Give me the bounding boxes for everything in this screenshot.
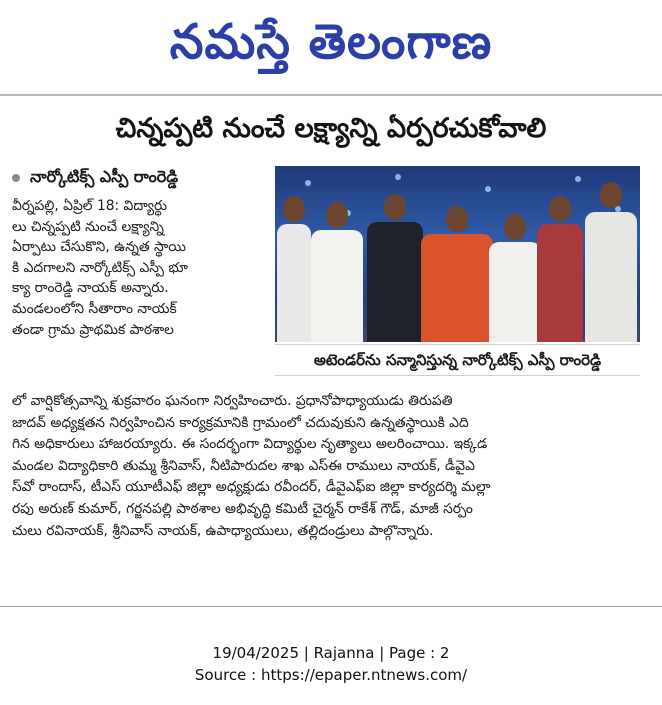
text-line: కి ఎదగాలని నార్కోటిక్స్ ఎస్పీ భూ — [12, 259, 188, 276]
article-photo — [275, 166, 640, 342]
text-line: చులు రవినాయక్, శ్రీనివాస్ నాయక్, ఉపాధ్యాయులు, తల్లిదండ్రులు పాల్గొన్నారు. — [12, 522, 434, 539]
masthead: నమస్తే తెలంగాణ — [169, 14, 493, 70]
text-line: స్‌వో రాందాస్, టీఎస్ యూటీఎఫ్ జిల్లా అధ్యక్షుడు రవీందర్, డీవైఎఫ్ఐ జిల్లా కార్యదర్శి మల్లా — [12, 479, 491, 496]
article-headline: చిన్నప్పటి నుంచే లక్ష్యాన్ని ఏర్పరచుకోవాలి — [115, 113, 547, 144]
photo-person — [277, 192, 311, 342]
text-line: జాదవ్ అధ్యక్షతన నిర్వహించిన కార్యక్రమానికి గ్రామంలో చదువుకుని ఉన్నతస్థాయికి ఎది — [12, 414, 469, 431]
article-body-text — [12, 391, 644, 542]
text-line: క్యా రాంరెడ్డి నాయక్ అన్నారు. — [12, 280, 169, 297]
subheading-text: నార్కోటిక్స్ ఎస్పీ రాంరెడ్డి — [30, 167, 179, 186]
photo-caption: అటెండర్‌ను సన్మానిస్తున్న నార్కోటిక్స్ ఎస్పీ రాంరెడ్డి — [275, 344, 640, 376]
footer-divider — [0, 606, 662, 607]
text-line: మండల విద్యాధికారి తుమ్మ శ్రీనివాస్, నీటిపారుదల శాఖ ఎస్ఈ రాములు నాయక్, డీవైఎ — [12, 457, 475, 474]
source-footer — [0, 642, 662, 686]
text-line: గిన అధికారులు హాజరయ్యారు. ఈ సందర్భంగా విద్యార్థుల నృత్యాలు అలరించాయి. ఇక్కడ — [12, 436, 488, 453]
source-link[interactable]: Source : https://epaper.ntnews.com/ — [194, 666, 468, 684]
masthead-divider — [0, 94, 662, 96]
photo-person — [311, 202, 363, 342]
article-column-text — [12, 196, 267, 340]
photo-person — [537, 196, 583, 342]
edition-info: 19/04/2025 | Rajanna | Page : 2 — [212, 644, 450, 662]
article-subheading — [12, 164, 262, 190]
photo-person — [489, 214, 541, 342]
text-line: తండా గ్రామ ప్రాథమిక పాఠశాల — [12, 321, 174, 338]
text-line: లు చిన్నప్పటి నుంచే లక్ష్యాన్ని — [12, 218, 164, 235]
bullet-icon — [12, 174, 20, 182]
photo-person — [585, 182, 637, 342]
text-line: రపు అరుణ్ కుమార్, గర్జనపల్లి పాఠశాల అభివృద్ధి కమిటీ చైర్మన్ రాకేశ్ గౌడ్, మాజీ సర్పం — [12, 500, 473, 517]
photo-person — [367, 194, 423, 342]
text-line: వీర్నపల్లి, ఏప్రిల్ 18: విద్యార్థు — [12, 198, 167, 214]
photo-person — [421, 206, 493, 342]
text-line: ఏర్పాటు చేసుకొని, ఉన్నత స్థాయి — [12, 239, 187, 256]
text-line: మండలంలోని సీతారాం నాయక్ — [12, 300, 177, 317]
text-line: లో వార్షికోత్సవాన్ని శుక్రవారం ఘనంగా నిర్వహించారు. ప్రధానోపాధ్యాయుడు తిరుపతి — [12, 393, 453, 409]
